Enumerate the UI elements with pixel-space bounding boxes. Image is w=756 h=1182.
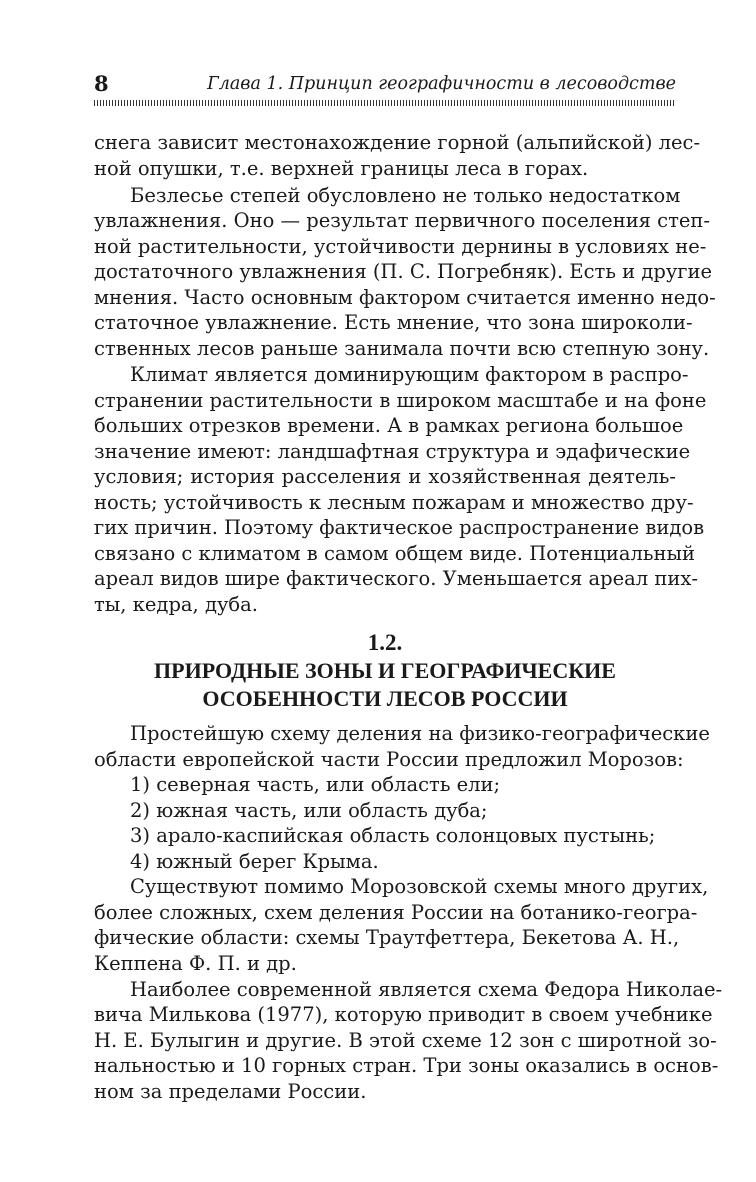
text-line: ареал видов шире фактического. Уменьшается ареал пих- [94,567,698,590]
running-title: Глава 1. Принцип географичности в лесоводстве [207,74,676,94]
text-line: области европейской части России предложил Морозов: [94,748,684,771]
text-line: значение имеют: ландшафтная структура и эдафические [94,440,691,463]
page-number: 8 [94,71,109,96]
text-line: Наиболее современной является схема Федора Николае- [130,978,723,1001]
section-number: 1.2. [367,630,403,655]
text-line: мнения. Часто основным фактором считается именно недо- [94,286,716,309]
section-title-line: ОСОБЕННОСТИ ЛЕСОВ РОССИИ [202,686,568,711]
text-line: Климат является доминирующим фактором в распро- [130,363,689,386]
text-line: ты, кедра, дуба. [94,593,258,616]
text-line: увлажнения. Оно — результат первичного поселения степ- [94,209,711,232]
text-line: Кеппена Ф. П. и др. [94,952,297,975]
text-line: условия; история расселения и хозяйственная деятель- [94,465,676,488]
text-line: Безлесье степей обусловлено не только недостатком [130,184,681,207]
text-line: статочное увлажнение. Есть мнение, что зона широколи- [94,311,693,334]
text-line: вича Милькова (1977), которую приводит в своем учебнике [94,1003,713,1026]
text-line: Н. Е. Булыгин и другие. В этой схеме 12 зон с широтной зо- [94,1029,717,1052]
page-header [94,70,676,98]
text-line: фические области: схемы Траутфеттера, Бекетова А. Н., [94,926,680,949]
section-title-line: ПРИРОДНЫЕ ЗОНЫ И ГЕОГРАФИЧЕСКИЕ [154,658,616,683]
text-line: ном за пределами России. [94,1080,367,1103]
text-line: ной опушки, т.е. верхней границы леса в горах. [94,157,589,180]
text-line: достаточного увлажнения (П. С. Погребняк). Есть и другие [94,260,713,283]
text-line: Существуют помимо Морозовской схемы много других, [130,875,709,898]
list-item: 3) арало-каспийская область солонцовых пустынь; [130,824,656,847]
text-line: больших отрезков времени. А в рамках региона большое [94,414,684,437]
text-line: ной растительности, устойчивости дернины в условиях не- [94,235,707,258]
text-line: нальностью и 10 горных стран. Три зоны оказались в основ- [94,1054,719,1077]
list-item: 2) южная часть, или область дуба; [130,799,488,822]
text-line: Простейшую схему деления на физико-географические [130,722,710,745]
text-line: гих причин. Поэтому фактическое распространение видов [94,516,705,539]
text-line: странении растительности в широком масштабе и на фоне [94,389,707,412]
text-line: связано с климатом в самом общем виде. Потенциальный [94,542,695,565]
text-line: ственных лесов раньше занимала почти всю степную зону. [94,337,710,360]
text-line: снега зависит местонахождение горной (альпийской) лес- [94,131,701,154]
text-line: ность; устойчивость к лесным пожарам и множество дру- [94,491,694,514]
header-rule [94,100,676,106]
list-item: 1) северная часть, или область ели; [130,773,501,796]
list-item: 4) южный берег Крыма. [130,850,379,873]
text-line: более сложных, схем деления России на ботанико-геогра- [94,901,698,924]
